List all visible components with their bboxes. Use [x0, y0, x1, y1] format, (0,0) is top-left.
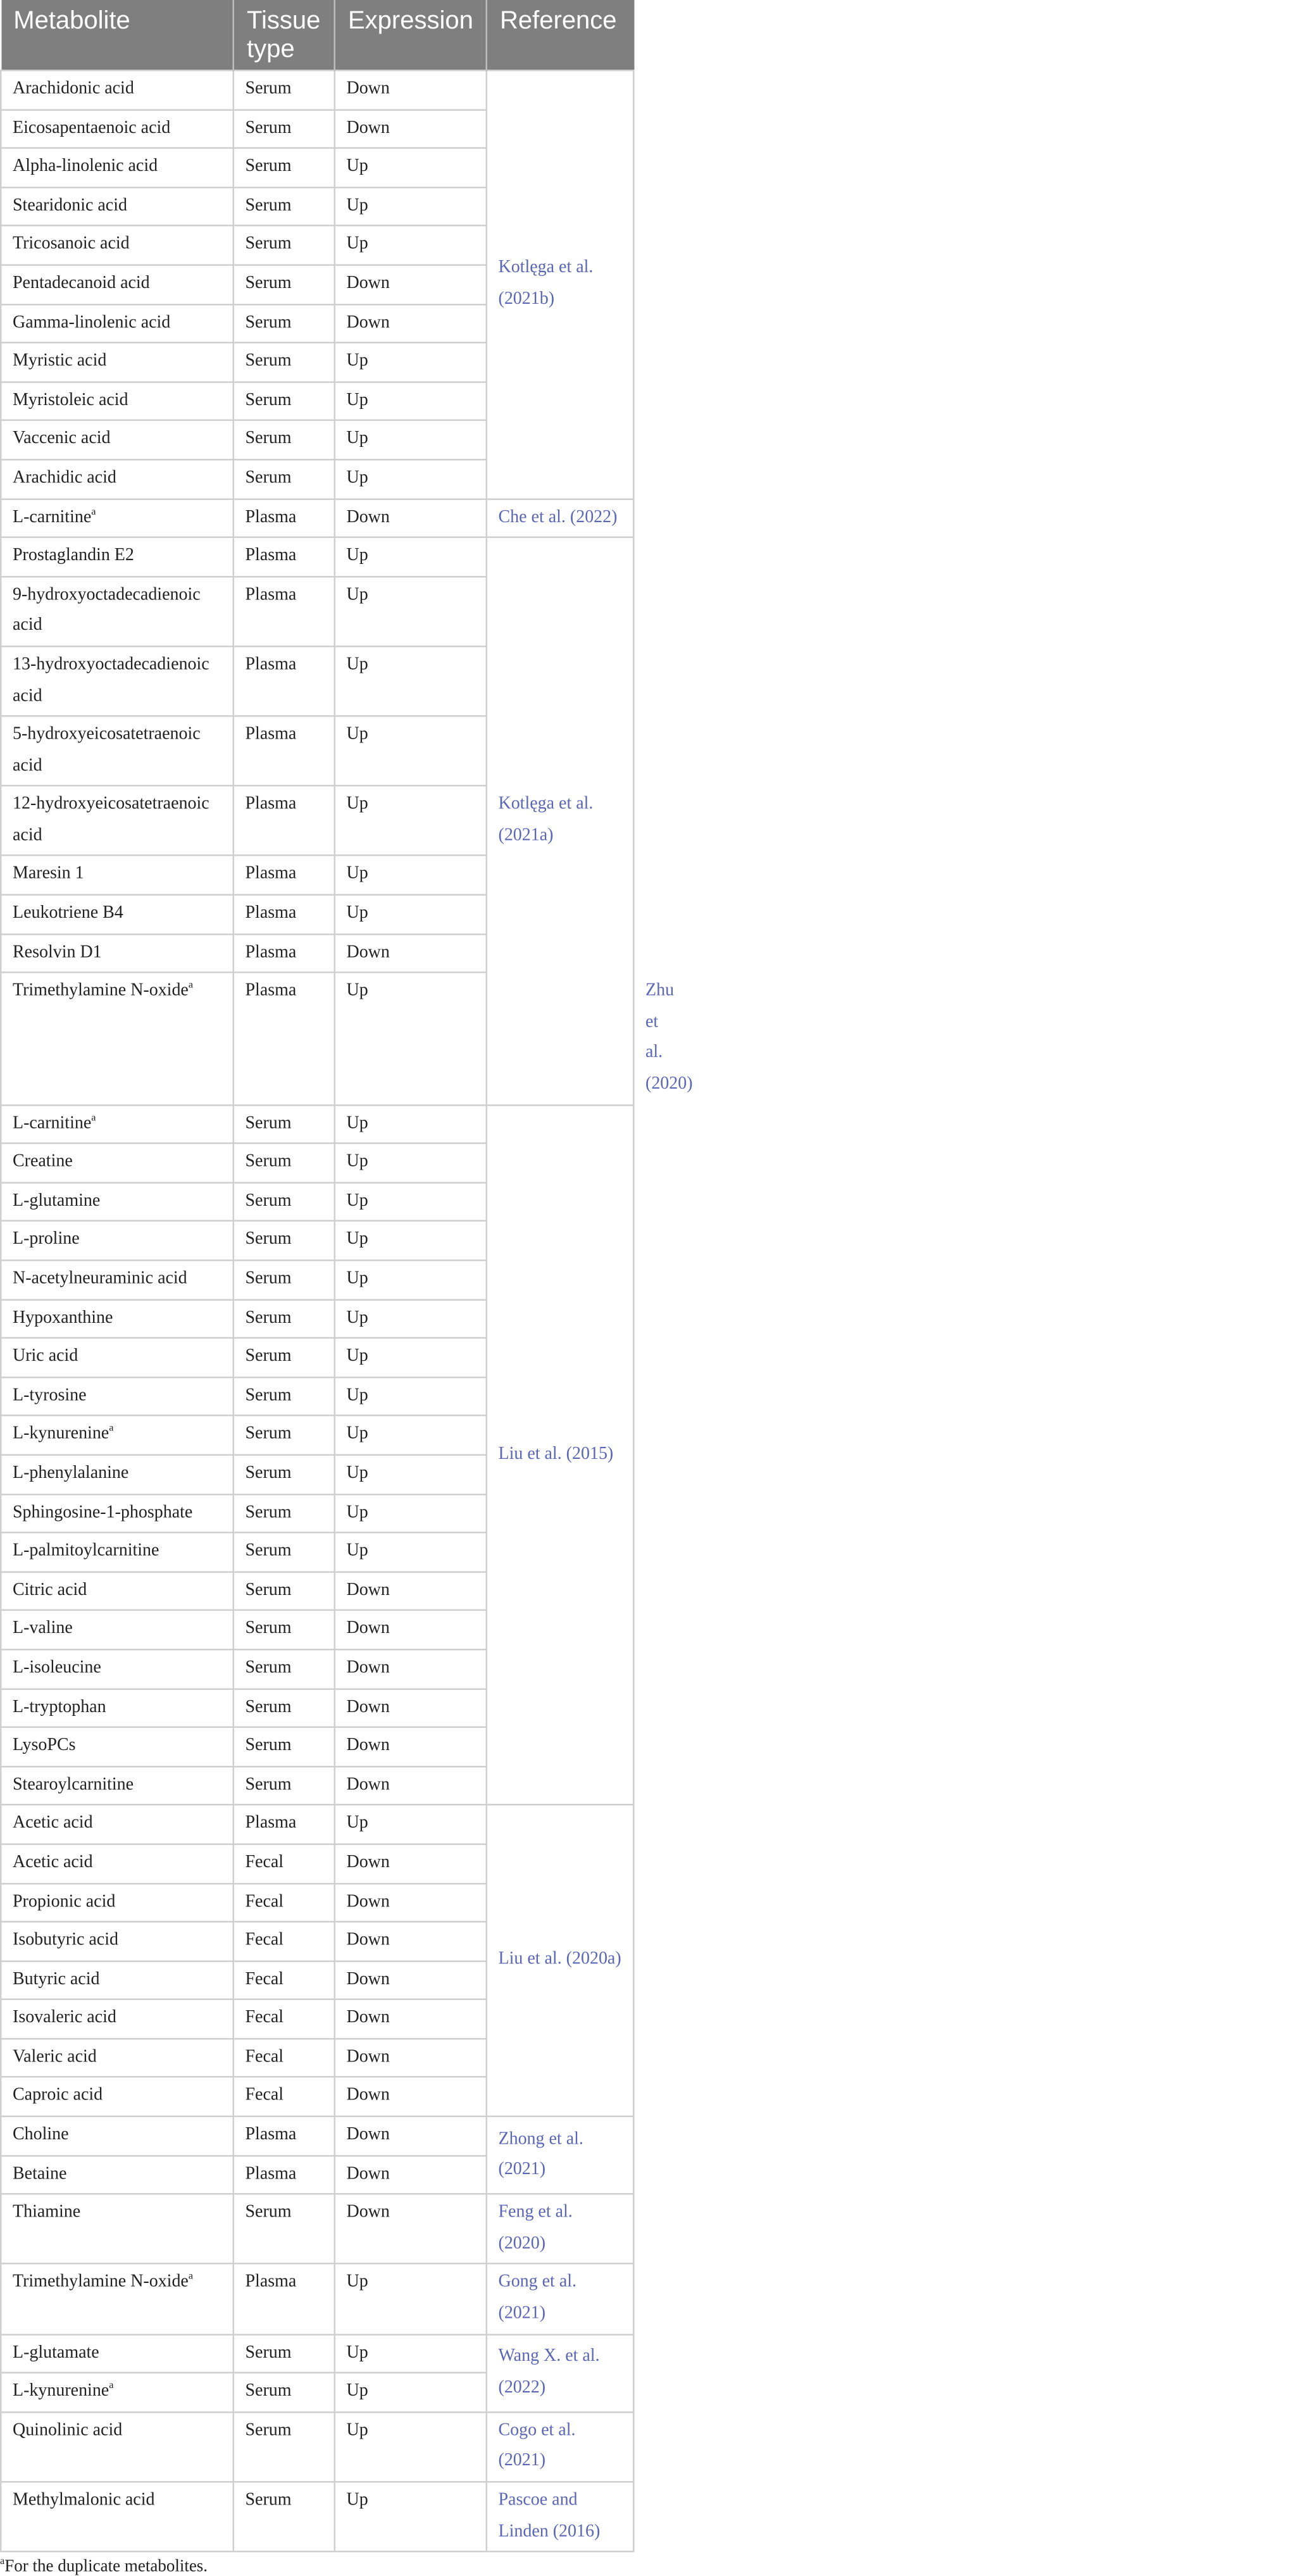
metabolite-cell	[1, 148, 234, 187]
metabolite-cell	[1, 2039, 234, 2077]
tissue-type-cell: Fecal	[234, 2077, 335, 2116]
metabolite-name: L-isoleucine	[13, 1658, 101, 1677]
metabolite-cell	[1, 1922, 234, 1960]
tissue-type-cell: Fecal	[234, 2039, 335, 2077]
metabolite-name: Prostaglandin E2	[13, 546, 134, 565]
tissue-type-cell: Serum	[234, 2482, 335, 2551]
expression-cell: Down	[335, 1961, 487, 1999]
tissue-type-cell: Serum	[234, 1727, 335, 1766]
footnote-mark: a	[0, 2556, 5, 2568]
table-row	[1, 70, 633, 109]
tissue-type-cell: Plasma	[234, 537, 335, 576]
metabolite-name: L-carnitine	[13, 507, 92, 527]
metabolite-cell	[1, 2373, 234, 2411]
metabolite-cell	[1, 1611, 234, 1649]
metabolite-name: Betaine	[13, 2164, 67, 2184]
expression-cell: Up	[335, 1299, 487, 1338]
metabolite-cell	[1, 2334, 234, 2373]
metabolite-name: L-phenylalanine	[13, 1463, 129, 1483]
tissue-type-cell: Plasma	[234, 2116, 335, 2155]
metabolite-name: 12-hydroxyeicosatetraenoic acid	[13, 794, 209, 845]
metabolite-cell	[1, 499, 234, 537]
metabolite-cell	[1, 1377, 234, 1416]
metabolite-cell	[1, 1766, 234, 1805]
metabolite-cell	[1, 646, 234, 716]
metabolite-name: L-valine	[13, 1619, 73, 1639]
metabolite-name: Choline	[13, 2125, 69, 2144]
reference-link[interactable]: Wang X. et al. (2022)	[487, 2334, 634, 2412]
metabolite-cell	[1, 304, 234, 342]
tissue-type-cell: Serum	[234, 109, 335, 148]
tissue-type-cell: Fecal	[234, 1844, 335, 1883]
metabolite-name: Sphingosine-1-phosphate	[13, 1502, 193, 1522]
expression-cell: Down	[335, 2039, 487, 2077]
header-metabolite: Metabolite	[1, 0, 234, 70]
table-row	[1, 2264, 633, 2334]
expression-cell: Up	[335, 1377, 487, 1416]
expression-cell: Down	[335, 1844, 487, 1883]
expression-cell: Up	[335, 1144, 487, 1182]
metabolite-cell	[1, 1805, 234, 1844]
metabolite-name: L-kynurenine	[13, 1424, 109, 1444]
metabolite-cell	[1, 1416, 234, 1454]
metabolite-name: Pentadecanoid acid	[13, 273, 150, 293]
tissue-type-cell: Serum	[234, 2194, 335, 2264]
expression-cell: Up	[335, 577, 487, 646]
expression-cell: Up	[335, 537, 487, 576]
metabolite-cell	[1, 460, 234, 498]
expression-cell: Up	[335, 716, 487, 785]
metabolite-cell	[1, 2482, 234, 2551]
metabolite-cell	[1, 2077, 234, 2116]
tissue-type-cell: Plasma	[234, 577, 335, 646]
reference-link[interactable]: Pascoe and Linden (2016)	[487, 2482, 634, 2551]
metabolite-cell	[1, 1961, 234, 1999]
metabolite-name: Hypoxanthine	[13, 1308, 113, 1327]
reference-link[interactable]: Liu et al. (2020a)	[487, 1805, 634, 2116]
metabolite-cell	[1, 1260, 234, 1299]
tissue-type-cell: Serum	[234, 460, 335, 498]
tissue-type-cell: Plasma	[234, 2155, 335, 2194]
tissue-type-cell: Serum	[234, 1533, 335, 1572]
metabolite-name: Arachidic acid	[13, 468, 116, 487]
tissue-type-cell: Serum	[234, 1689, 335, 1727]
metabolite-name: Myristoleic acid	[13, 390, 128, 410]
duplicate-footnote-mark: a	[91, 506, 96, 517]
expression-cell: Down	[335, 70, 487, 109]
tissue-type-cell: Serum	[234, 304, 335, 342]
metabolite-name: L-glutamate	[13, 2342, 99, 2362]
metabolite-name: 9-hydroxyoctadecadienoic acid	[13, 585, 201, 635]
metabolite-cell	[1, 537, 234, 576]
tissue-type-cell: Serum	[234, 1260, 335, 1299]
metabolite-name: Acetic acid	[13, 1813, 93, 1833]
metabolite-name: Tricosanoic acid	[13, 234, 130, 254]
expression-cell: Down	[335, 1766, 487, 1805]
metabolite-name: L-palmitoylcarnitine	[13, 1541, 159, 1561]
tissue-type-cell: Plasma	[234, 856, 335, 894]
expression-cell: Up	[335, 187, 487, 226]
metabolite-name: 13-hydroxyoctadecadienoic acid	[13, 654, 209, 705]
reference-link[interactable]: Feng et al. (2020)	[487, 2194, 634, 2264]
expression-cell: Up	[335, 2264, 487, 2334]
reference-link[interactable]: Zhong et al. (2021)	[487, 2116, 634, 2194]
metabolite-name: Vaccenic acid	[13, 429, 111, 449]
expression-cell: Down	[335, 2194, 487, 2264]
tissue-type-cell: Plasma	[234, 973, 335, 1104]
duplicate-footnote-mark: a	[188, 2272, 194, 2283]
metabolite-cell	[1, 70, 234, 109]
metabolite-cell	[1, 382, 234, 420]
table-row	[1, 2412, 633, 2482]
expression-cell: Down	[335, 1572, 487, 1610]
metabolite-cell	[1, 226, 234, 265]
metabolite-cell	[1, 1649, 234, 1688]
metabolite-name: Leukotriene B4	[13, 903, 123, 923]
tissue-type-cell: Serum	[234, 1455, 335, 1494]
metabolite-name: Myristic acid	[13, 351, 107, 371]
tissue-type-cell: Serum	[234, 1611, 335, 1649]
metabolite-name: Arachidonic acid	[13, 79, 134, 98]
metabolite-cell	[1, 343, 234, 382]
tissue-type-cell: Serum	[234, 1572, 335, 1610]
expression-cell: Up	[335, 460, 487, 498]
expression-cell: Up	[335, 2482, 487, 2551]
expression-cell: Up	[335, 1222, 487, 1260]
tissue-type-cell: Serum	[234, 343, 335, 382]
metabolite-cell	[1, 1182, 234, 1221]
metabolite-cell	[1, 1144, 234, 1182]
tissue-type-cell: Serum	[234, 1649, 335, 1688]
metabolite-cell	[1, 1844, 234, 1883]
expression-cell: Up	[335, 1494, 487, 1532]
metabolite-name: L-kynurenine	[13, 2382, 109, 2401]
expression-cell: Up	[335, 2373, 487, 2411]
expression-cell: Up	[335, 1260, 487, 1299]
table-row	[1, 1104, 633, 1143]
tissue-type-cell: Plasma	[234, 2264, 335, 2334]
metabolite-name: Isovaleric acid	[13, 2008, 116, 2028]
expression-cell: Down	[335, 2077, 487, 2116]
expression-cell: Down	[335, 1727, 487, 1766]
expression-cell: Down	[335, 1689, 487, 1727]
metabolite-cell	[1, 1299, 234, 1338]
metabolite-cell	[1, 577, 234, 646]
expression-cell: Down	[335, 934, 487, 972]
tissue-type-cell: Serum	[234, 1766, 335, 1805]
metabolite-name: Trimethylamine N-oxide	[13, 2273, 189, 2292]
expression-cell: Up	[335, 786, 487, 856]
tissue-type-cell: Serum	[234, 265, 335, 304]
expression-cell: Up	[335, 973, 487, 1104]
metabolite-name: Quinolinic acid	[13, 2420, 123, 2440]
metabolite-cell	[1, 934, 234, 972]
metabolite-cell	[1, 895, 234, 934]
expression-cell: Up	[335, 2334, 487, 2373]
expression-cell: Down	[335, 265, 487, 304]
tissue-type-cell: Serum	[234, 2334, 335, 2373]
expression-cell: Up	[335, 1533, 487, 1572]
tissue-type-cell: Serum	[234, 382, 335, 420]
expression-cell: Up	[335, 148, 487, 187]
metabolite-cell	[1, 421, 234, 460]
footnote-text: For the duplicate metabolites.	[4, 2557, 208, 2576]
reference-link[interactable]: Che et al. (2022)	[487, 499, 634, 537]
metabolite-name: Eicosapentaenoic acid	[13, 118, 171, 137]
expression-cell: Up	[335, 1104, 487, 1143]
expression-cell: Up	[335, 421, 487, 460]
metabolite-cell	[1, 2264, 234, 2334]
metabolite-cell	[1, 716, 234, 785]
expression-cell: Up	[335, 1455, 487, 1494]
tissue-type-cell: Plasma	[234, 1805, 335, 1844]
metabolite-name: Gamma-linolenic acid	[13, 312, 171, 332]
metabolite-name: L-carnitine	[13, 1113, 92, 1133]
expression-cell: Down	[335, 1999, 487, 2038]
table-row	[1, 2334, 633, 2373]
metabolite-cell	[1, 786, 234, 856]
table-row	[1, 2116, 633, 2155]
expression-cell: Down	[335, 2116, 487, 2155]
tissue-type-cell: Plasma	[234, 646, 335, 716]
expression-cell: Down	[335, 1883, 487, 1922]
tissue-type-cell: Serum	[234, 1377, 335, 1416]
metabolite-name: Propionic acid	[13, 1891, 116, 1911]
tissue-type-cell: Serum	[234, 1416, 335, 1454]
metabolite-name: Uric acid	[13, 1346, 78, 1366]
tissue-type-cell: Plasma	[234, 934, 335, 972]
metabolite-cell	[1, 1222, 234, 1260]
metabolite-name: Valeric acid	[13, 2047, 97, 2066]
tissue-type-cell: Serum	[234, 1182, 335, 1221]
metabolite-name: Creatine	[13, 1152, 73, 1172]
expression-cell: Down	[335, 2155, 487, 2194]
metabolite-cell	[1, 265, 234, 304]
metabolite-cell	[1, 1999, 234, 2038]
tissue-type-cell: Serum	[234, 1104, 335, 1143]
expression-cell: Up	[335, 1338, 487, 1377]
table-header-row	[1, 0, 633, 70]
expression-cell: Up	[335, 856, 487, 894]
tissue-type-cell: Serum	[234, 226, 335, 265]
header-reference: Reference	[487, 0, 634, 70]
duplicate-footnote-mark: a	[109, 1423, 114, 1435]
metabolite-name: L-proline	[13, 1230, 80, 1249]
expression-cell: Up	[335, 226, 487, 265]
expression-cell: Down	[335, 1649, 487, 1688]
metabolite-cell	[1, 1338, 234, 1377]
expression-cell: Up	[335, 1182, 487, 1221]
metabolite-name: 5-hydroxyeicosatetraenoic acid	[13, 725, 201, 775]
metabolite-cell	[1, 1689, 234, 1727]
metabolite-name: Caproic acid	[13, 2086, 103, 2106]
metabolite-cell	[1, 187, 234, 226]
expression-cell: Down	[335, 1922, 487, 1960]
metabolite-cell	[1, 973, 234, 1104]
metabolite-name: Acetic acid	[13, 1853, 93, 1872]
metabolite-name: Maresin 1	[13, 865, 84, 884]
metabolite-cell	[1, 2412, 234, 2482]
tissue-type-cell: Fecal	[234, 1883, 335, 1922]
tissue-type-cell: Serum	[234, 1144, 335, 1182]
expression-cell: Down	[335, 109, 487, 148]
metabolite-name: L-tyrosine	[13, 1385, 87, 1405]
metabolite-name: N-acetylneuraminic acid	[13, 1269, 187, 1288]
metabolite-cell	[1, 109, 234, 148]
metabolite-name: Resolvin D1	[13, 942, 102, 962]
metabolite-name: Citric acid	[13, 1580, 87, 1599]
tissue-type-cell: Serum	[234, 421, 335, 460]
metabolite-name: Trimethylamine N-oxide	[13, 981, 189, 1001]
tissue-type-cell: Serum	[234, 1338, 335, 1377]
metabolite-name: Isobutyric acid	[13, 1930, 118, 1950]
metabolite-cell	[1, 1494, 234, 1532]
metabolite-cell	[1, 1533, 234, 1572]
expression-cell: Up	[335, 1805, 487, 1844]
table-row	[1, 537, 633, 576]
header-expression: Expression	[335, 0, 487, 70]
expression-cell: Up	[335, 343, 487, 382]
table-row	[1, 1805, 633, 1844]
expression-cell: Down	[335, 1611, 487, 1649]
tissue-type-cell: Fecal	[234, 1922, 335, 1960]
tissue-type-cell: Serum	[234, 187, 335, 226]
metabolite-cell	[1, 856, 234, 894]
expression-cell: Up	[335, 1416, 487, 1454]
metabolite-name: L-tryptophan	[13, 1697, 106, 1716]
tissue-type-cell: Serum	[234, 1222, 335, 1260]
expression-cell: Up	[335, 2412, 487, 2482]
metabolite-name: Thiamine	[13, 2203, 81, 2222]
duplicate-footnote-mark: a	[109, 2380, 114, 2392]
metabolite-name: Methylmalonic acid	[13, 2491, 155, 2510]
metabolite-cell	[1, 1572, 234, 1610]
tissue-type-cell: Fecal	[234, 1999, 335, 2038]
expression-cell: Up	[335, 895, 487, 934]
table-body	[1, 70, 693, 2551]
header-tissue-type: Tissue type	[234, 0, 335, 70]
metabolite-name: Butyric acid	[13, 1969, 100, 1989]
tissue-type-cell: Serum	[234, 1494, 335, 1532]
metabolite-cell	[1, 2194, 234, 2264]
tissue-type-cell: Plasma	[234, 716, 335, 785]
duplicate-footnote-mark: a	[91, 1112, 96, 1123]
tissue-type-cell: Serum	[234, 2412, 335, 2482]
reference-link[interactable]: Gong et al. (2021)	[487, 2264, 634, 2334]
table-row	[1, 2194, 633, 2264]
tissue-type-cell: Serum	[234, 70, 335, 109]
metabolite-cell	[1, 1883, 234, 1922]
metabolite-cell	[1, 2116, 234, 2155]
tissue-type-cell: Plasma	[234, 895, 335, 934]
table-footnote	[0, 2557, 1297, 2576]
metabolite-name: LysoPCs	[13, 1735, 76, 1755]
metabolite-name: L-glutamine	[13, 1191, 101, 1211]
metabolite-cell	[1, 1727, 234, 1766]
expression-cell: Up	[335, 382, 487, 420]
reference-link[interactable]: Cogo et al. (2021)	[487, 2412, 634, 2482]
metabolite-name: Stearoylcarnitine	[13, 1775, 134, 1794]
reference-link[interactable]: Kotlęga et al. (2021b)	[487, 70, 634, 498]
metabolite-name: Alpha-linolenic acid	[13, 156, 158, 176]
tissue-type-cell: Serum	[234, 2373, 335, 2411]
tissue-type-cell: Plasma	[234, 499, 335, 537]
table-row	[1, 499, 633, 537]
metabolite-cell	[1, 1455, 234, 1494]
duplicate-footnote-mark: a	[188, 980, 194, 992]
metabolite-name: Stearidonic acid	[13, 196, 127, 215]
metabolite-cell	[1, 1104, 234, 1143]
tissue-type-cell: Serum	[234, 148, 335, 187]
metabolite-cell	[1, 2155, 234, 2194]
expression-cell: Down	[335, 499, 487, 537]
expression-cell: Up	[335, 646, 487, 716]
table-row: Trimethylamine N-oxide$^a$ Plasma Up Zhu et al. (2020)	[1, 973, 633, 1104]
tissue-type-cell: Fecal	[234, 1961, 335, 1999]
expression-cell: Down	[335, 304, 487, 342]
reference-link[interactable]: Kotlęga et al. (2021a)	[487, 537, 634, 1104]
tissue-type-cell: Serum	[234, 1299, 335, 1338]
tissue-type-cell: Plasma	[234, 786, 335, 856]
reference-link[interactable]: Liu et al. (2015)	[487, 1104, 634, 1805]
table-row	[1, 2482, 633, 2551]
